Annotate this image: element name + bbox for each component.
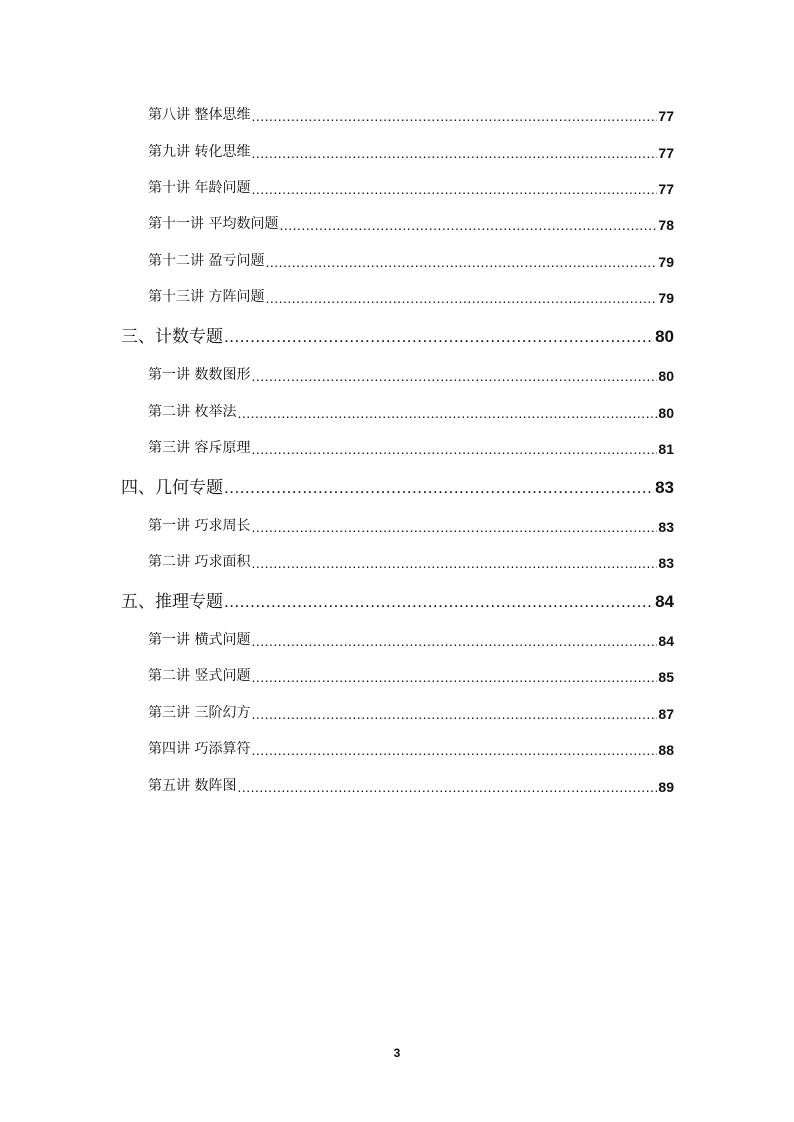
toc-entry-title: 第一讲 巧求周长 — [148, 518, 251, 534]
toc-section-page: 83 — [655, 478, 674, 497]
toc-section-title: 三、计数专题 — [121, 327, 223, 347]
toc-entry-title: 第一讲 横式问题 — [148, 632, 251, 648]
toc-section-title: 四、几何专题 — [121, 478, 223, 498]
toc-entry-page: 88 — [658, 742, 674, 758]
toc-entry-title: 第三讲 容斥原理 — [148, 440, 251, 456]
toc-entry[interactable] — [148, 515, 674, 535]
leader-dots — [251, 441, 657, 457]
toc-entry-title: 第五讲 数阵图 — [148, 778, 237, 794]
toc-entry-title: 第三讲 三阶幻方 — [148, 705, 251, 721]
toc-entry-page: 80 — [658, 405, 674, 421]
toc-entry-page: 79 — [658, 254, 674, 270]
toc-entry-title: 第一讲 数数图形 — [148, 367, 251, 383]
toc-entry-title: 第十二讲 盈亏问题 — [148, 253, 265, 269]
leader-dots — [224, 592, 654, 612]
leader-dots — [251, 519, 657, 535]
toc-entry[interactable] — [148, 437, 674, 457]
toc-entry[interactable] — [148, 177, 674, 197]
leader-dots — [265, 254, 657, 270]
toc-entry-page: 77 — [658, 181, 674, 197]
leader-dots — [224, 478, 654, 498]
leader-dots — [251, 742, 657, 758]
toc-entry[interactable] — [148, 702, 674, 722]
leader-dots — [251, 555, 657, 571]
toc-entry-page: 87 — [658, 706, 674, 722]
toc-entry[interactable] — [148, 775, 674, 795]
toc-entry-title: 第四讲 巧添算符 — [148, 741, 251, 757]
toc-entry-page: 89 — [658, 779, 674, 795]
toc-entry-title: 第十一讲 平均数问题 — [148, 216, 279, 232]
toc-entry-page: 78 — [658, 217, 674, 233]
toc-entry-page: 84 — [658, 633, 674, 649]
toc-entry[interactable] — [148, 364, 674, 384]
toc-entry-title: 第十三讲 方阵问题 — [148, 289, 265, 305]
toc-entry-title: 第八讲 整体思维 — [148, 107, 251, 123]
page-number: 3 — [393, 1046, 401, 1060]
toc-entry[interactable] — [148, 250, 674, 270]
toc-entry[interactable] — [148, 401, 674, 421]
leader-dots — [251, 181, 657, 197]
toc-entry-page: 77 — [658, 145, 674, 161]
toc-entry[interactable] — [148, 665, 674, 685]
toc-section[interactable] — [121, 588, 674, 612]
leader-dots — [251, 145, 657, 161]
leader-dots — [251, 633, 657, 649]
toc-entry-page: 83 — [658, 555, 674, 571]
toc-entry[interactable] — [148, 551, 674, 571]
leader-dots — [279, 217, 657, 233]
toc-section-title: 五、推理专题 — [121, 592, 223, 612]
toc-entry-page: 79 — [658, 290, 674, 306]
leader-dots — [265, 290, 657, 306]
toc-entry-title: 第十讲 年龄问题 — [148, 180, 251, 196]
leader-dots — [251, 368, 657, 384]
toc-entry[interactable] — [148, 286, 674, 306]
leader-dots — [224, 327, 654, 347]
toc-entry-title: 第二讲 巧求面积 — [148, 554, 251, 570]
toc-section[interactable] — [121, 323, 674, 347]
toc-entry-title: 第二讲 竖式问题 — [148, 668, 251, 684]
toc-entry[interactable] — [148, 104, 674, 124]
leader-dots — [251, 669, 657, 685]
toc-section-page: 84 — [655, 592, 674, 611]
leader-dots — [237, 405, 657, 421]
toc-section-page: 80 — [655, 327, 674, 346]
toc-entry-page: 83 — [658, 519, 674, 535]
toc-entry-page: 85 — [658, 669, 674, 685]
toc-entry-page: 81 — [658, 441, 674, 457]
toc-section[interactable] — [121, 474, 674, 498]
leader-dots — [237, 779, 657, 795]
toc-entry[interactable] — [148, 141, 674, 161]
leader-dots — [251, 108, 657, 124]
toc-entry-page: 77 — [658, 108, 674, 124]
toc-entry[interactable] — [148, 629, 674, 649]
toc-entry-page: 80 — [658, 368, 674, 384]
toc-entry-title: 第二讲 枚举法 — [148, 404, 237, 420]
leader-dots — [251, 706, 657, 722]
toc-entry[interactable] — [148, 213, 674, 233]
toc-entry-title: 第九讲 转化思维 — [148, 144, 251, 160]
toc-entry[interactable] — [148, 738, 674, 758]
